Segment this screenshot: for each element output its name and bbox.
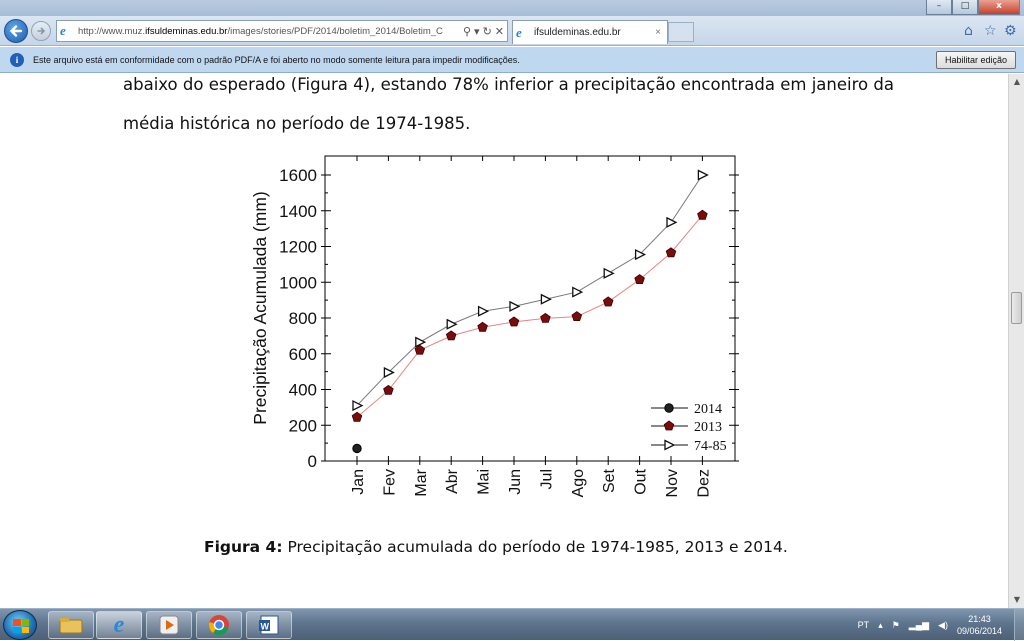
tab-ie-icon: e [516,24,522,40]
series-2013-point [572,312,582,321]
volume-icon[interactable]: ◀) [938,619,948,630]
address-url[interactable] [78,26,460,37]
x-tick-label: Mai [475,469,493,495]
navigation-bar [0,16,1024,46]
series-2013-point [509,317,519,326]
legend-2013-marker [664,421,674,430]
stop-icon[interactable]: ✕ [494,25,504,38]
series-2013-point [352,412,362,421]
x-tick-label: Jun [507,469,524,495]
scroll-thumb[interactable] [1011,292,1022,324]
document-viewport [0,74,1008,608]
chrome-icon [208,614,230,636]
x-tick-label: Mar [412,469,430,497]
back-arrow-icon [9,24,23,38]
settings-gear-icon[interactable]: ⚙ [1004,23,1017,39]
tab-close-icon[interactable]: × [655,27,661,38]
y-tick-label: 600 [288,344,317,364]
series-7485-point [573,288,582,297]
start-button[interactable] [3,610,37,640]
new-tab-button[interactable] [668,22,694,42]
svg-text:W: W [260,621,269,632]
taskbar-explorer[interactable] [48,611,94,639]
address-bar[interactable] [56,20,508,42]
refresh-icon[interactable]: ↻ [482,25,492,38]
paragraph-line-2: média histórica no período de 1974-1985. [123,114,471,133]
windows-logo-icon [13,619,29,633]
show-desktop-button[interactable] [1014,609,1024,641]
x-tick-label: Fev [381,469,399,496]
url-path: /images/stories/PDF/2014/boletim_2014/Boletim_C [227,25,443,37]
taskbar-chrome[interactable] [196,611,242,639]
scroll-down-icon[interactable]: ▼ [1013,595,1021,604]
x-tick-label: Jan [350,469,367,495]
clock-date: 09/06/2014 [956,626,1002,636]
plot-frame [325,156,735,461]
x-tick-label: Nov [664,469,681,498]
y-axis-title: Precipitação Acumulada (mm) [250,191,270,425]
enable-editing-button[interactable]: Habilitar edição [936,51,1016,69]
series-7485-point [479,307,488,316]
series-2013-point [635,275,645,284]
tab-title: ifsuldeminas.edu.br [534,27,621,38]
legend-2013-label: 2013 [694,420,722,435]
vertical-scrollbar[interactable] [1008,74,1024,608]
folder-icon [58,615,84,635]
dropdown-icon[interactable]: ▾ [474,25,480,38]
series-2013-point [541,313,551,322]
window-titlebar [0,0,1024,16]
clock[interactable] [957,613,1002,637]
series-2013-point [446,331,456,340]
series-7485-point [447,320,456,329]
url-domain: ifsuldeminas.edu.br [145,25,228,37]
back-button[interactable] [4,19,28,43]
action-center-flag-icon[interactable]: ⚑ [891,619,900,630]
close-button[interactable]: x [978,0,1020,15]
y-tick-label: 1400 [279,201,317,221]
legend-2014-label: 2014 [694,402,722,417]
x-tick-label: Out [632,469,650,495]
pdfa-info-bar [0,47,1024,73]
series-7485-point [510,302,519,311]
y-tick-label: 1600 [279,166,317,185]
info-icon: i [10,53,24,67]
x-tick-label: Jul [538,469,556,490]
url-prefix: http://www.muz. [78,25,146,37]
y-tick-label: 800 [288,309,317,328]
series-2013-line [357,215,702,417]
legend-7485-label: 74-85 [694,439,727,454]
forward-button[interactable] [31,21,51,41]
y-tick-label: 400 [288,380,317,400]
taskbar [0,608,1024,640]
series-2013-point [698,210,708,219]
address-controls [460,25,507,38]
x-tick-label: Abr [444,469,462,494]
favorites-star-icon[interactable]: ☆ [984,23,997,39]
word-icon [258,614,280,636]
media-player-icon [158,614,180,636]
series-2013-point [603,297,613,306]
series-7485-point [667,218,676,227]
maximize-button[interactable]: □ [952,0,978,15]
series-7485-point [698,171,707,180]
language-indicator[interactable]: PT [857,620,870,630]
tab-active[interactable] [512,20,668,44]
series-2013-point [478,322,488,331]
y-tick-label: 1200 [279,237,317,257]
search-icon[interactable]: ⚲ [462,25,472,38]
y-tick-label: 200 [288,416,317,436]
forward-arrow-icon [36,26,46,36]
system-tray [858,609,1024,641]
figure-caption [204,538,788,556]
y-tick-label: 0 [307,452,317,471]
scroll-up-icon[interactable]: ▲ [1013,77,1021,86]
series-2014-point [353,444,361,452]
series-7485-point [541,295,550,304]
paragraph-line-1: abaixo do esperado (Figura 4), estando 78% inferior a precipitação encontrada em janeiro da [123,75,894,94]
home-icon[interactable]: ⌂ [964,23,973,39]
x-tick-label: Set [601,469,619,494]
ie-page-icon: e [60,23,66,38]
legend-7485-marker [665,441,674,450]
network-signal-icon[interactable]: ▂▄▆ [908,619,930,630]
window-controls [926,0,1020,15]
y-tick-label: 1000 [279,273,317,293]
internet-explorer-icon: e [113,611,125,638]
taskbar-media-player[interactable] [146,611,192,639]
taskbar-internet-explorer[interactable] [96,611,142,639]
precipitation-chart [0,74,1008,514]
minimize-button[interactable]: – [926,0,952,15]
info-message: Este arquivo está em conformidade com o padrão PDF/A e foi aberto no modo somente leitura para impedir modificações. [33,54,520,65]
x-tick-label: Dez [695,469,713,498]
taskbar-word[interactable] [246,611,292,639]
caption-label: Figura 4: [204,538,283,556]
series-7485-point [604,269,613,278]
legend-2014-marker [665,404,673,412]
x-tick-label: Ago [569,469,587,498]
caption-text: Precipitação acumulada do período de 1974-1985, 2013 e 2014. [282,538,788,556]
tray-expand-icon[interactable]: ▴ [878,619,883,630]
clock-time: 21:43 [968,614,991,624]
series-7485-line [357,175,702,406]
